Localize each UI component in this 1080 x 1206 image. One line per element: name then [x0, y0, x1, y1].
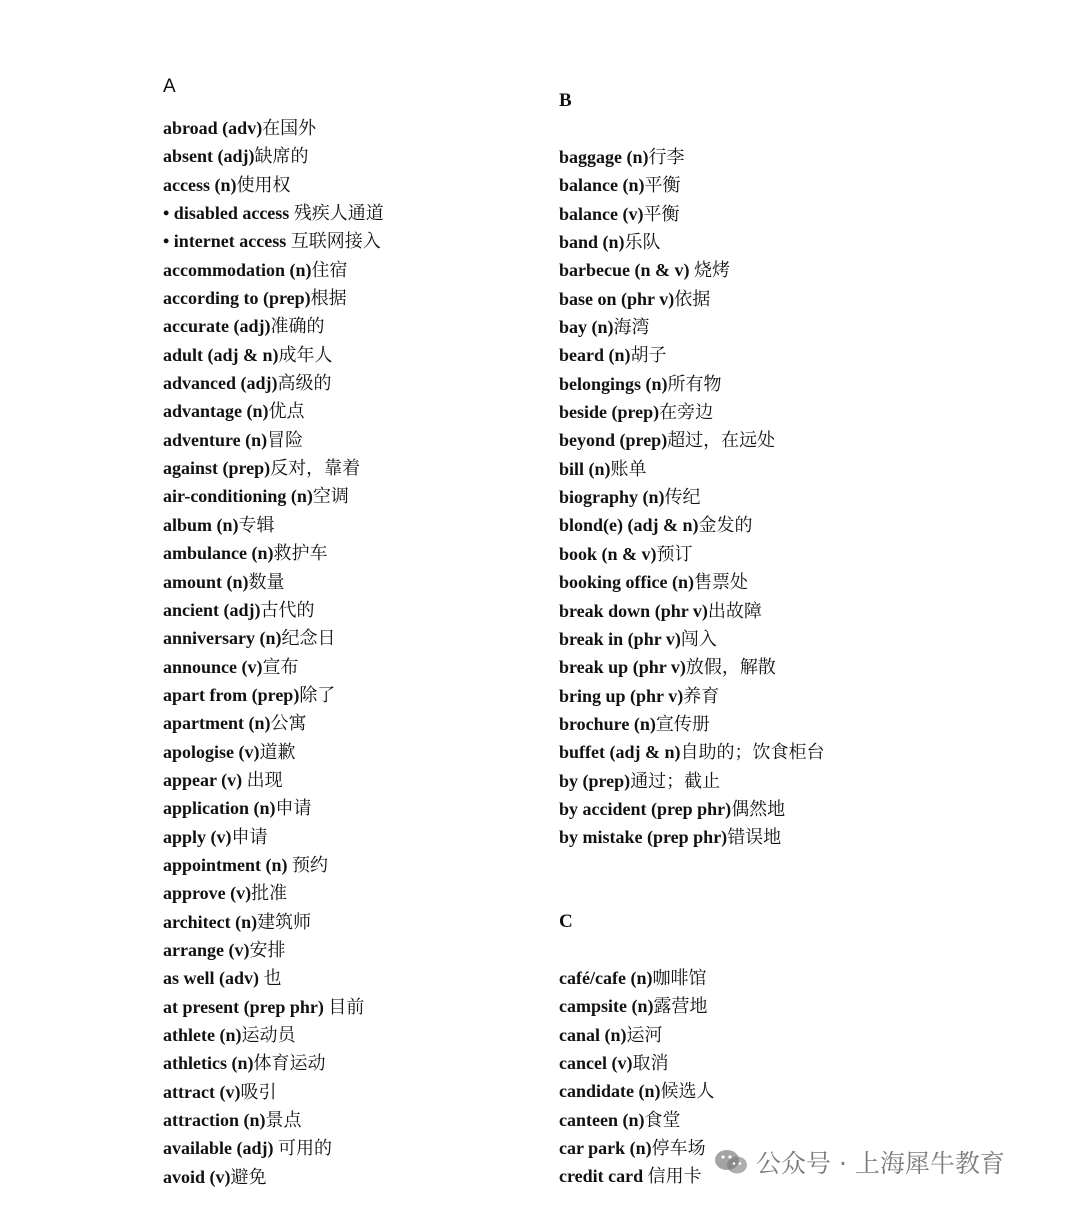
vocab-term: apartment (n) — [163, 713, 271, 734]
vocab-term: apologise (v) — [163, 741, 260, 762]
vocab-term: according to (prep) — [163, 288, 311, 309]
vocab-entry — [559, 398, 825, 426]
vocab-term: buffet (adj & n) — [559, 742, 681, 763]
vocab-meaning: 平衡 — [644, 175, 681, 196]
vocab-entry — [163, 341, 384, 369]
vocab-term: by (prep) — [559, 770, 631, 791]
vocab-term: accommodation (n) — [163, 259, 312, 280]
vocab-meaning: 烧烤 — [693, 260, 730, 281]
word-list-b — [559, 143, 825, 852]
vocab-meaning: 信用卡 — [647, 1166, 702, 1187]
vocab-entry — [559, 653, 825, 681]
vocab-entry — [559, 313, 825, 341]
vocab-term: bay (n) — [559, 317, 614, 338]
vocab-meaning: 所有物 — [667, 373, 722, 394]
vocab-term: beard (n) — [559, 345, 631, 366]
vocab-term: announce (v) — [163, 656, 263, 677]
vocab-entry — [559, 964, 715, 992]
vocab-term: attraction (n) — [163, 1110, 266, 1131]
vocab-entry — [559, 1162, 715, 1190]
vocab-entry — [559, 256, 825, 284]
vocab-term: against (prep) — [163, 458, 271, 479]
vocab-entry — [163, 653, 384, 681]
vocab-entry — [559, 1021, 715, 1049]
vocab-meaning: 偶然地 — [731, 798, 786, 819]
vocab-meaning: 成年人 — [278, 344, 333, 365]
vocab-meaning: 在旁边 — [659, 402, 714, 423]
vocab-term: blond(e) (adj & n) — [559, 515, 699, 536]
vocab-entry — [163, 256, 384, 284]
vocab-term: campsite (n) — [559, 996, 654, 1017]
vocab-meaning: 平衡 — [643, 203, 680, 224]
vocab-meaning: 宣传册 — [655, 713, 710, 734]
vocab-term: attract (v) — [163, 1081, 241, 1102]
vocab-term: booking office (n) — [559, 572, 694, 593]
vocab-term: adventure (n) — [163, 429, 268, 450]
vocab-meaning: 出故障 — [707, 600, 762, 621]
vocab-entry — [163, 681, 384, 709]
vocab-meaning: 高级的 — [277, 373, 332, 394]
vocab-term: athlete (n) — [163, 1025, 242, 1045]
vocab-entry — [559, 1106, 715, 1134]
vocab-meaning: 放假，解散 — [685, 657, 776, 678]
section-heading-b: B — [559, 90, 572, 111]
vocab-entry — [163, 709, 384, 737]
vocab-entry — [559, 483, 825, 511]
vocab-term: amount (n) — [163, 571, 249, 592]
vocab-meaning: 使用权 — [236, 174, 291, 195]
vocab-meaning: 闯入 — [680, 628, 717, 649]
vocab-term: cancel (v) — [559, 1053, 633, 1074]
vocab-term: approve (v) — [163, 883, 252, 904]
vocab-term: ancient (adj) — [163, 599, 261, 620]
vocab-term: candidate (n) — [559, 1081, 661, 1102]
vocab-entry — [559, 597, 825, 625]
vocab-term: apply (v) — [163, 826, 232, 847]
vocab-meaning: 在国外 — [262, 118, 317, 138]
vocab-meaning: 账单 — [610, 458, 647, 479]
vocab-entry — [163, 879, 384, 907]
vocab-entry — [559, 682, 825, 710]
vocab-meaning: 道歉 — [259, 741, 296, 762]
vocab-entry — [559, 710, 825, 738]
vocab-entry — [559, 171, 825, 199]
vocab-entry — [163, 426, 384, 454]
vocab-meaning: 露营地 — [653, 996, 708, 1017]
vocab-entry — [559, 992, 715, 1020]
vocab-entry — [559, 568, 825, 596]
vocab-entry — [559, 228, 825, 256]
vocab-entry — [163, 454, 384, 482]
vocab-entry — [559, 511, 825, 539]
vocab-entry — [163, 1021, 384, 1049]
vocab-meaning: 售票处 — [694, 572, 748, 593]
vocab-term: as well (adv) — [163, 968, 264, 989]
vocab-entry — [559, 341, 825, 369]
vocab-entry — [559, 1049, 715, 1077]
vocab-entry — [163, 114, 384, 142]
vocab-meaning: 古代的 — [260, 599, 315, 620]
vocab-term: brochure (n) — [559, 713, 656, 734]
vocab-term: ambulance (n) — [163, 543, 274, 564]
vocab-entry — [163, 823, 384, 851]
vocab-meaning: 养育 — [683, 685, 720, 706]
vocab-entry — [559, 455, 825, 483]
vocab-entry — [163, 993, 384, 1021]
vocab-entry — [559, 540, 825, 568]
vocab-meaning: 海湾 — [613, 317, 650, 338]
vocab-term: arrange (v) — [163, 939, 250, 960]
vocab-term: • disabled access — [163, 203, 294, 224]
vocab-entry — [163, 851, 384, 879]
vocab-meaning: 反对，靠着 — [270, 458, 361, 479]
vocab-meaning: 优点 — [268, 401, 305, 422]
vocab-term: by accident (prep phr) — [559, 798, 732, 819]
vocab-term: band (n) — [559, 232, 625, 253]
vocab-meaning: 避免 — [230, 1166, 267, 1187]
vocab-entry — [163, 511, 384, 539]
vocab-meaning: 金发的 — [698, 515, 753, 536]
vocab-meaning: 错误地 — [727, 827, 782, 848]
vocab-entry — [559, 795, 825, 823]
vocab-meaning: 数量 — [248, 571, 285, 592]
vocab-meaning: 候选人 — [660, 1081, 715, 1102]
vocab-entry — [163, 794, 384, 822]
vocab-term: accurate (adj) — [163, 316, 271, 337]
vocab-term: access (n) — [163, 174, 237, 195]
vocab-term: café/cafe (n) — [559, 968, 653, 988]
vocab-meaning: 依据 — [674, 288, 711, 309]
vocab-meaning: 预约 — [292, 854, 329, 875]
vocab-term: base on (phr v) — [559, 288, 675, 309]
vocab-term: by mistake (prep phr) — [559, 827, 728, 848]
vocab-meaning: 可用的 — [278, 1138, 332, 1159]
vocab-entry — [559, 625, 825, 653]
vocab-term: air-conditioning (n) — [163, 486, 313, 507]
vocab-term: beside (prep) — [559, 402, 660, 423]
vocab-term: available (adj) — [163, 1138, 278, 1159]
wechat-icon — [714, 1148, 748, 1176]
vocab-meaning: 建筑师 — [257, 911, 312, 932]
vocab-entry — [163, 199, 384, 227]
vocab-meaning: 住宿 — [311, 259, 348, 280]
vocab-term: absent (adj) — [163, 146, 255, 167]
vocab-meaning: 食堂 — [644, 1109, 681, 1130]
vocab-entry — [559, 767, 825, 795]
vocab-entry — [163, 284, 384, 312]
vocab-term: canal (n) — [559, 1024, 627, 1045]
vocab-entry — [163, 227, 384, 255]
section-heading-a: A — [163, 76, 176, 97]
vocab-entry — [163, 1134, 384, 1162]
vocab-term: appointment (n) — [163, 854, 293, 875]
vocab-meaning: 批准 — [251, 883, 288, 904]
vocab-entry — [559, 1077, 715, 1105]
vocab-meaning: 救护车 — [273, 543, 328, 564]
vocab-entry — [163, 568, 384, 596]
vocab-meaning: 申请 — [231, 826, 268, 847]
vocab-meaning: 吸引 — [240, 1081, 277, 1102]
vocab-entry — [163, 964, 384, 992]
vocab-term: apart from (prep) — [163, 684, 300, 705]
vocab-meaning: 冒险 — [267, 429, 304, 450]
vocab-meaning: 运河 — [626, 1024, 663, 1045]
vocab-meaning: 除了 — [299, 684, 336, 705]
vocab-entry — [163, 312, 384, 340]
vocab-meaning: 空调 — [312, 486, 349, 507]
vocab-meaning: 安排 — [249, 939, 286, 960]
vocab-meaning: 通过；截止 — [630, 770, 721, 791]
vocab-meaning: 公寓 — [270, 713, 307, 734]
vocab-entry — [559, 738, 825, 766]
vocab-meaning: 目前 — [328, 996, 365, 1017]
vocab-term: advanced (adj) — [163, 373, 278, 394]
vocab-meaning: 申请 — [275, 798, 312, 819]
vocab-meaning: 咖啡馆 — [652, 968, 707, 988]
vocab-meaning: 准确的 — [270, 316, 325, 337]
vocab-entry — [559, 370, 825, 398]
vocab-entry — [559, 1134, 715, 1162]
vocab-term: athletics (n) — [163, 1053, 254, 1074]
vocab-term: advantage (n) — [163, 401, 269, 422]
section-heading-c: C — [559, 911, 573, 932]
vocab-term: book (n & v) — [559, 543, 657, 564]
vocab-term: baggage (n) — [559, 147, 649, 167]
vocab-entry — [163, 766, 384, 794]
vocab-entry — [559, 200, 825, 228]
vocab-term: architect (n) — [163, 911, 258, 932]
vocab-term: break down (phr v) — [559, 600, 708, 621]
vocab-meaning: 运动员 — [241, 1025, 296, 1045]
vocab-term: anniversary (n) — [163, 628, 282, 649]
vocab-entry — [163, 171, 384, 199]
vocab-term: • internet access — [163, 231, 291, 252]
vocab-meaning: 纪念日 — [281, 628, 336, 649]
vocab-entry — [163, 1078, 384, 1106]
vocab-meaning: 出现 — [246, 769, 283, 790]
vocab-term: break up (phr v) — [559, 657, 686, 678]
vocab-entry — [163, 596, 384, 624]
vocab-term: beyond (prep) — [559, 430, 668, 451]
vocab-meaning: 取消 — [632, 1053, 669, 1074]
vocab-entry — [163, 936, 384, 964]
vocab-entry — [163, 908, 384, 936]
vocab-entry — [163, 482, 384, 510]
vocab-meaning: 预订 — [656, 543, 693, 564]
vocab-entry — [163, 369, 384, 397]
vocab-entry — [163, 1106, 384, 1134]
vocab-term: balance (n) — [559, 175, 645, 196]
vocab-meaning: 专辑 — [238, 514, 275, 535]
vocab-meaning: 宣布 — [262, 656, 299, 677]
vocab-entry — [559, 823, 825, 851]
vocab-term: bring up (phr v) — [559, 685, 684, 706]
vocab-term: credit card — [559, 1166, 648, 1187]
watermark — [714, 1140, 1005, 1184]
vocab-meaning: 缺席的 — [254, 146, 309, 167]
vocab-meaning: 停车场 — [651, 1138, 706, 1159]
vocab-meaning: 残疾人通道 — [293, 203, 384, 224]
vocab-meaning: 行李 — [648, 147, 685, 167]
vocab-entry — [559, 285, 825, 313]
vocab-entry — [163, 624, 384, 652]
vocab-meaning: 根据 — [310, 288, 347, 309]
vocab-meaning: 乐队 — [624, 232, 661, 253]
vocab-meaning: 自助的；饮食柜台 — [680, 742, 825, 763]
word-list-a — [163, 114, 384, 1191]
vocab-entry — [163, 142, 384, 170]
vocab-entry — [163, 1163, 384, 1191]
vocab-term: bill (n) — [559, 458, 611, 479]
vocab-term: barbecue (n & v) — [559, 260, 694, 281]
vocab-term: break in (phr v) — [559, 628, 681, 649]
vocab-entry — [559, 426, 825, 454]
vocab-term: avoid (v) — [163, 1166, 231, 1187]
vocab-term: adult (adj & n) — [163, 344, 279, 365]
vocab-term: abroad (adv) — [163, 118, 263, 138]
vocab-entry — [163, 1049, 384, 1077]
watermark-text: 公众号 · 上海犀牛教育 — [756, 1149, 1005, 1178]
vocab-term: appear (v) — [163, 769, 247, 790]
vocab-meaning: 胡子 — [630, 345, 667, 366]
word-list-c — [559, 964, 715, 1191]
vocab-term: belongings (n) — [559, 373, 668, 394]
vocab-meaning: 互联网接入 — [290, 231, 381, 252]
vocab-meaning: 超过，在远处 — [667, 430, 776, 451]
vocab-term: car park (n) — [559, 1138, 652, 1159]
vocab-term: at present (prep phr) — [163, 996, 329, 1017]
vocab-meaning: 传纪 — [664, 487, 701, 508]
vocab-term: album (n) — [163, 514, 239, 535]
vocab-entry — [163, 397, 384, 425]
vocab-term: application (n) — [163, 798, 276, 819]
vocab-entry — [163, 539, 384, 567]
vocab-entry — [559, 143, 825, 171]
vocab-term: canteen (n) — [559, 1109, 645, 1130]
vocab-entry — [163, 738, 384, 766]
vocab-meaning: 景点 — [265, 1110, 302, 1131]
vocab-term: biography (n) — [559, 487, 665, 508]
vocab-meaning: 体育运动 — [253, 1053, 326, 1074]
vocab-term: balance (v) — [559, 203, 644, 224]
vocab-meaning: 也 — [263, 968, 282, 989]
